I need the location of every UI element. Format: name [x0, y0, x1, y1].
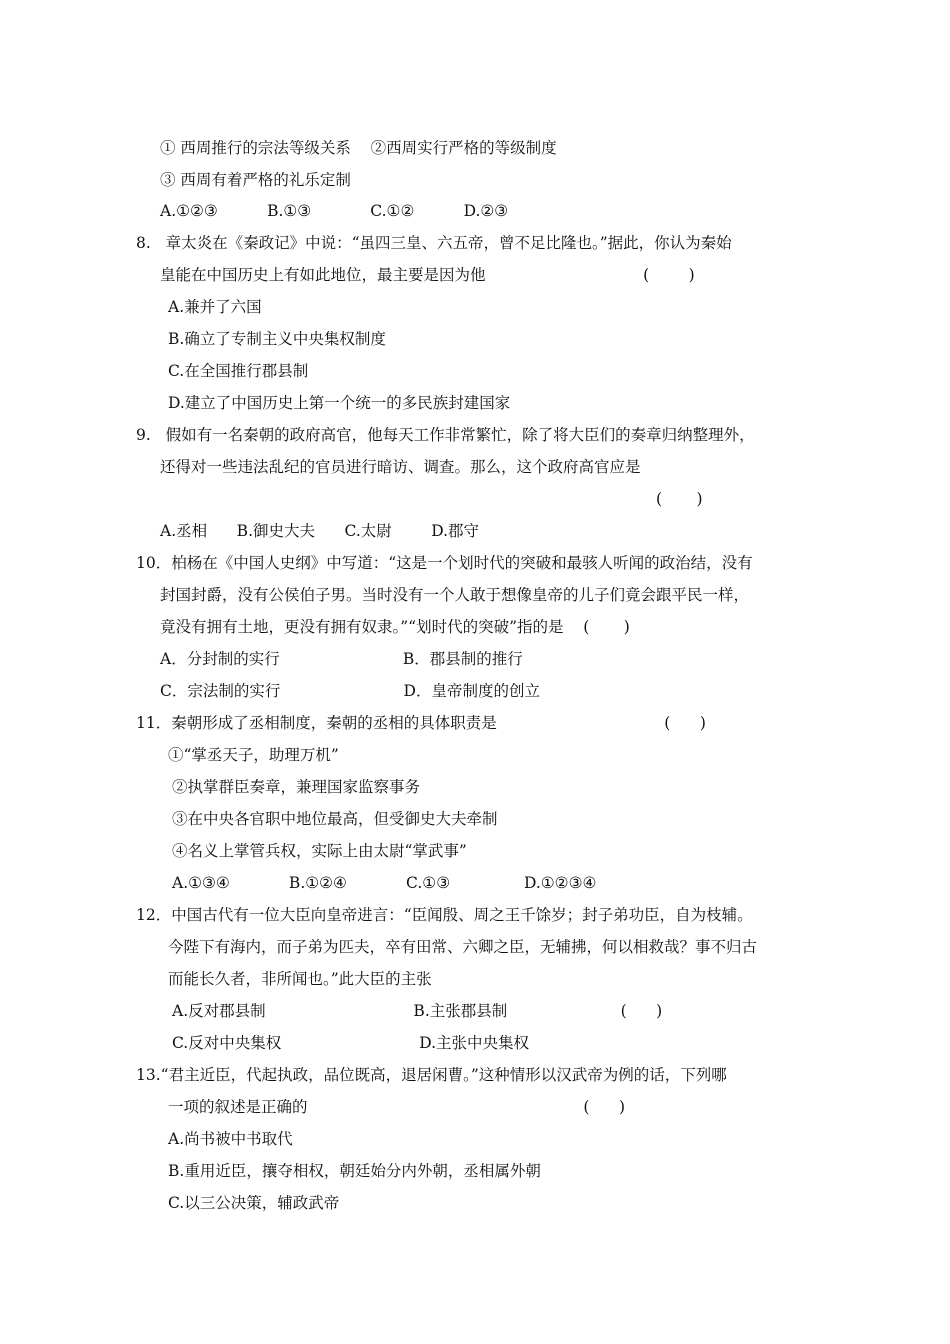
q8-stem-line-1: 8. 章太炎在《秦政记》中说：“虽四三皇、六五帝，曾不足比隆也。”据此，你认为秦始 — [136, 234, 732, 252]
q7-choices: A.①②③ B.①③ C.①② D.②③ — [160, 202, 509, 220]
q7-option-line-2: ③ 西周有着严格的礼乐定制 — [160, 171, 351, 189]
q11-item-3: ③在中央各官职中地位最高，但受御史大夫牵制 — [172, 810, 498, 828]
q8-option-d: D.建立了中国历史上第一个统一的多民族封建国家 — [168, 394, 511, 412]
q8-option-a: A.兼并了六国 — [168, 298, 262, 316]
q11-choices: A.①③④ B.①②④ C.①③ D.①②③④ — [172, 874, 597, 892]
q11-item-1: ①“掌丞天子，助理万机” — [168, 746, 339, 764]
q10-stem-line-3: 竟没有拥有土地，更没有拥有奴隶。”“划时代的突破”指的是 ( ) — [160, 618, 630, 636]
q7-option-line-1: ① 西周推行的宗法等级关系 ②西周实行严格的等级制度 — [160, 139, 557, 157]
q12-stem-line-1: 12．中国古代有一位大臣向皇帝进言：“臣闻殷、周之王千馀岁；封子弟功臣，自为枝辅。 — [136, 906, 753, 924]
q13-option-a: A.尚书被中书取代 — [168, 1130, 293, 1148]
q9-choices: A.丞相 B.御史大夫 C.太尉 D.郡守 — [160, 522, 480, 540]
q9-answer-bracket: ( ) — [656, 490, 703, 508]
q8-option-b: B.确立了专制主义中央集权制度 — [168, 330, 386, 348]
q12-stem-line-2: 今陛下有海内，而子弟为匹夫，卒有田常、六卿之臣，无辅拂，何以相救哉？事不归古 — [168, 938, 758, 956]
q10-options-cd: C．宗法制的实行 D．皇帝制度的创立 — [160, 682, 540, 700]
q8-stem-line-2: 皇能在中国历史上有如此地位，最主要是因为他 ( ) — [160, 266, 695, 284]
q9-stem-line-2: 还得对一些违法乱纪的官员进行暗访、调查。那么，这个政府高官应是 — [160, 458, 641, 476]
q11-item-4: ④名义上掌管兵权，实际上由太尉“掌武事” — [172, 842, 467, 860]
q12-options-ab: A.反对郡县制 B.主张郡县制 ( ) — [172, 1002, 663, 1020]
q12-stem-line-3: 而能长久者，非所闻也。”此大臣的主张 — [168, 970, 432, 988]
q13-stem-line-2: 一项的叙述是正确的 ( ) — [168, 1098, 626, 1116]
q8-option-c: C.在全国推行郡县制 — [168, 362, 309, 380]
q11-item-2: ②执掌群臣奏章，兼理国家监察事务 — [172, 778, 421, 796]
q10-stem-line-2: 封国封爵，没有公侯伯子男。当时没有一个人敢于想像皇帝的儿子们竟会跟平民一样， — [160, 586, 750, 604]
q10-options-ab: A．分封制的实行 B．郡县制的推行 — [160, 650, 523, 668]
q11-stem: 11．秦朝形成了丞相制度，秦朝的丞相的具体职责是 ( ) — [136, 714, 706, 732]
q9-stem-line-1: 9. 假如有一名秦朝的政府高官，他每天工作非常繁忙，除了将大臣们的奏章归纳整理外， — [136, 426, 755, 444]
q13-stem-line-1: 13.“君主近臣，代起执政，品位既高，退居闲曹。”这种情形以汉武帝为例的话，下列哪 — [136, 1066, 727, 1084]
q12-options-cd: C.反对中央集权 D.主张中央集权 — [172, 1034, 529, 1052]
q13-option-c: C.以三公决策，辅政武帝 — [168, 1194, 340, 1212]
q10-stem-line-1: 10．柏杨在《中国人史纲》中写道：“这是一个划时代的突破和最骇人听闻的政治结，没有 — [136, 554, 753, 572]
q13-option-b: B.重用近臣，攘夺相权，朝廷始分内外朝，丞相属外朝 — [168, 1162, 541, 1180]
